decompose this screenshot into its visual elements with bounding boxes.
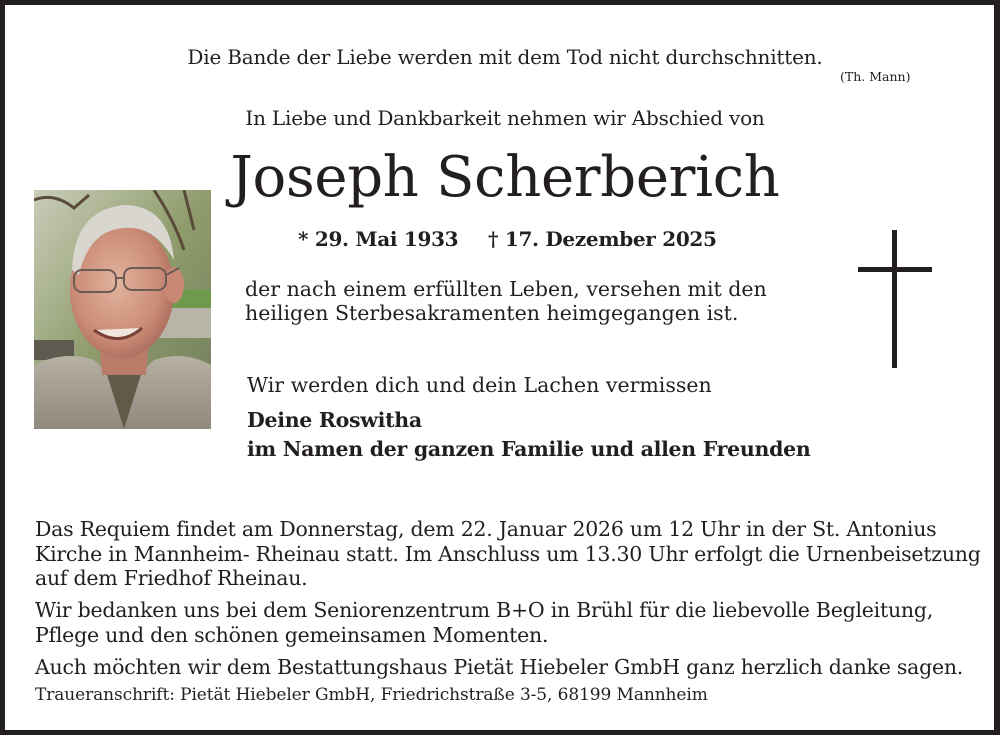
deceased-name: Joseph Scherberich	[230, 145, 780, 210]
portrait-image	[34, 190, 211, 429]
thanks-paragraph	[35, 598, 933, 647]
death-date: † 17. Dezember 2025	[488, 227, 717, 251]
signatory-name: Deine Roswitha	[247, 408, 422, 432]
intro-text: In Liebe und Dankbarkeit nehmen wir Abschied von	[245, 106, 765, 130]
requiem-paragraph	[35, 517, 981, 591]
mourning-address: Traueranschrift: Pietät Hiebeler GmbH, Friedrichstraße 3-5, 68199 Mannheim	[35, 685, 708, 705]
requiem-line-1: Das Requiem findet am Donnerstag, dem 22. Januar 2026 um 12 Uhr in der St. Antonius	[35, 517, 937, 541]
requiem-line-2: Kirche in Mannheim- Rheinau statt. Im Anschluss um 13.30 Uhr erfolgt die Urnenbeisetzung	[35, 541, 981, 566]
birth-date: * 29. Mai 1933	[298, 227, 459, 251]
description-text	[245, 277, 767, 325]
requiem-line-3: auf dem Friedhof Rheinau.	[35, 566, 308, 590]
description-line-2: heiligen Sterbesakramenten heimgegangen ist.	[245, 301, 739, 325]
thanks-line-1: Wir bedanken uns bei dem Seniorenzentrum B+O in Brühl für die liebevolle Begleitung,	[35, 598, 934, 622]
quote-source: (Th. Mann)	[840, 69, 911, 84]
description-line-1: der nach einem erfüllten Leben, versehen mit den	[245, 277, 767, 301]
cross-icon-vertical	[892, 230, 897, 368]
cross-icon-horizontal	[858, 267, 932, 272]
portrait-photo	[34, 190, 211, 429]
thanks-line-2: Pflege und den schönen gemeinsamen Momenten.	[35, 622, 549, 647]
funeral-home-thanks: Auch möchten wir dem Bestattungshaus Pietät Hiebeler GmbH ganz herzlich danke sagen.	[35, 655, 964, 679]
signatory-family: im Namen der ganzen Familie und allen Freunden	[247, 437, 811, 461]
quote-text: Die Bande der Liebe werden mit dem Tod nicht durchschnitten.	[187, 45, 823, 69]
farewell-text: Wir werden dich und dein Lachen vermissen	[247, 373, 712, 397]
